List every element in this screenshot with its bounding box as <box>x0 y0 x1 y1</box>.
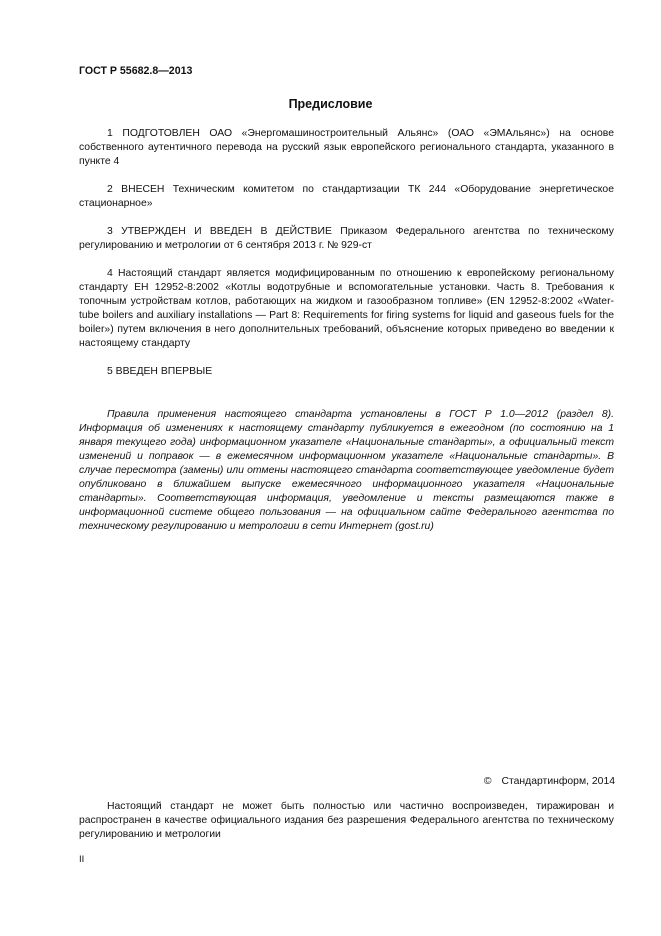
foreword-paragraph-5: 5 ВВЕДЕН ВПЕРВЫЕ <box>107 366 213 377</box>
foreword-paragraph-1: 1 ПОДГОТОВЛЕН ОАО «Энергомашиностроительный Альянс» (ОАО «ЭМАльянс») на основе собственного аутентичного перевода на русский язык европейского регионального стандарта, указанного в пункте 4 <box>79 128 614 167</box>
copyright-text: Стандартинформ, 2014 <box>501 776 615 787</box>
copyright-line <box>484 775 615 789</box>
reproduction-notice: Настоящий стандарт не может быть полностью или частично воспроизведен, тиражирован и распространен в качестве официального издания без разрешения Федерального агентства по техническому регулированию и метрологии <box>79 801 614 840</box>
page-title: Предисловие <box>288 97 373 111</box>
page-number: II <box>79 854 85 865</box>
application-rules-note: Правила применения настоящего стандарта установлены в ГОСТ Р 1.0—2012 (раздел 8). Информация об изменениях к настоящему стандарту публикуется в ежегодном (по состоянию на 1 января текущего года) информационном указателе «Национальные стандарты», а официальный текст изменений и поправок — в ежемесячном информационном указателе «Национальные стандарты». В случае пересмотра (замены) или отмены настоящего стандарта соответствующее уведомление будет опубликовано в ближайшем выпуске ежемесячного информационного указателя «Национальные стандарты». Соответствующая информация, уведомление и тексты размещаются также в информационной системе общего пользования — на официальном сайте Федерального агентства по техническому регулированию и метрологии в сети Интернет (gost.ru) <box>79 409 614 532</box>
foreword-paragraph-4: 4 Настоящий стандарт является модифицированным по отношению к европейскому региональному стандарту ЕН 12952-8:2002 «Котлы водотрубные и вспомогательные установки. Часть 8. Требования к топочным устройствам котлов, работающих на жидком и газообразном топливе» (EN 12952-8:2002 «Water-tube boilers and auxiliary installations — Part 8: Requirements for firing systems for liquid and gaseous fuels for the boiler») путем включения в него дополнительных требований, объяснение которых приведено во введении к настоящему стандарту <box>79 268 614 349</box>
document-id-header: ГОСТ Р 55682.8—2013 <box>79 65 193 77</box>
copyright-icon: © <box>483 776 492 787</box>
foreword-body <box>79 127 614 393</box>
foreword-paragraph-2: 2 ВНЕСЕН Техническим комитетом по стандартизации ТК 244 «Оборудование энергетическое стационарное» <box>79 184 614 209</box>
foreword-paragraph-3: 3 УТВЕРЖДЕН И ВВЕДЕН В ДЕЙСТВИЕ Приказом Федерального агентства по техническому регулированию и метрологии от 6 сентября 2013 г. № 929-ст <box>79 226 614 251</box>
